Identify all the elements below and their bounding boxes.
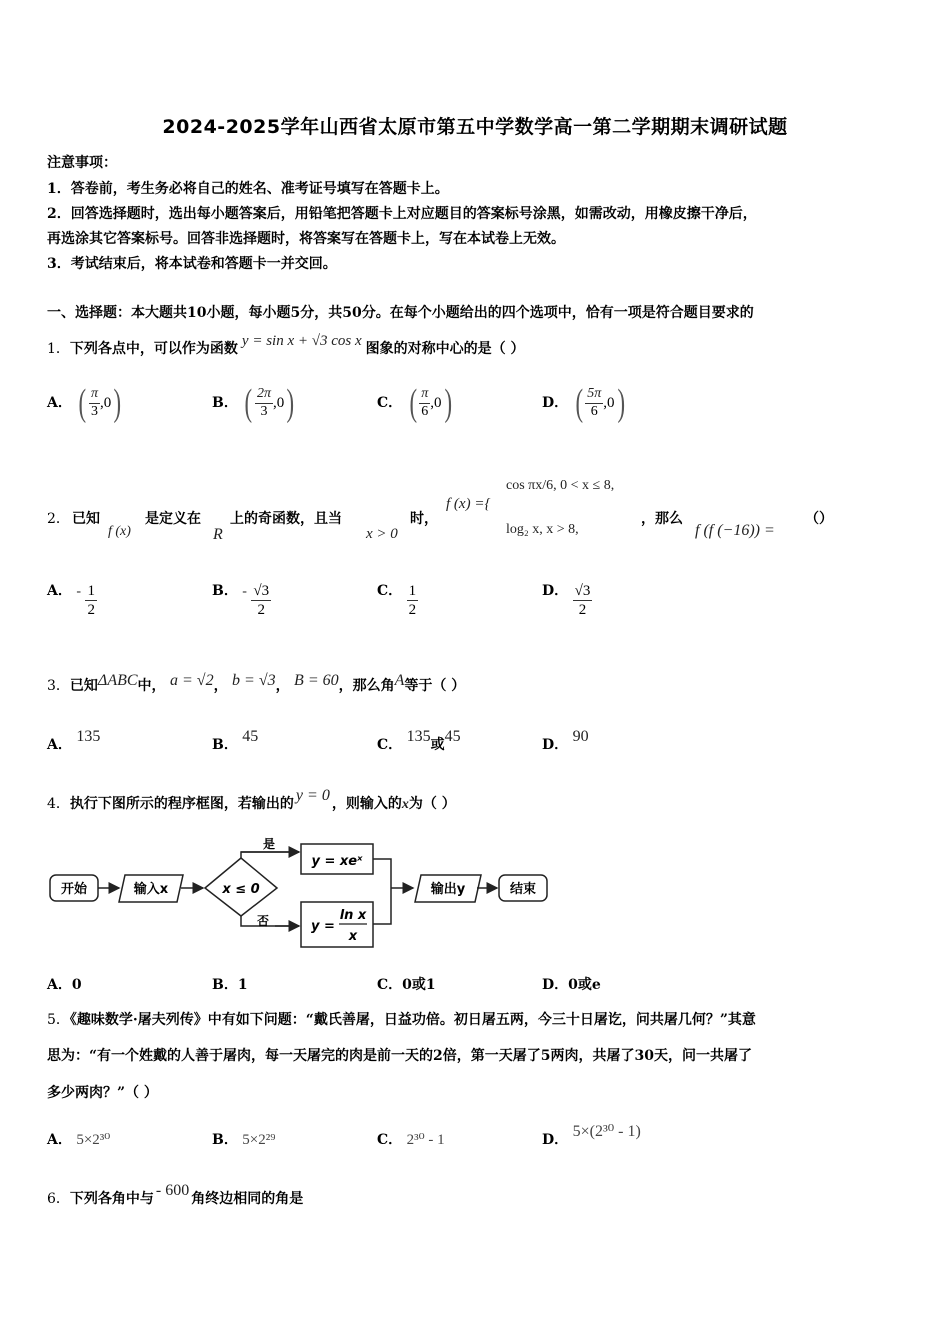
q2-option-d-den: 2: [578, 602, 587, 618]
q4-option-b[interactable]: [212, 974, 248, 994]
q1-text-pre: 下列各点中，可以作为函数: [69, 341, 238, 357]
q1-option-c-num: π: [419, 386, 430, 404]
q3-option-c-value: 135: [406, 728, 431, 745]
q1-option-b[interactable]: B． ( $\frac{2\pi}{3}$ ,0 ): [212, 382, 295, 424]
notice-heading: 注意事项：: [47, 155, 117, 171]
q2-piece-1: cos πx/6, 0 < x ≤ 8,: [506, 478, 615, 493]
q4-option-d-value: 0或e: [568, 977, 601, 993]
q3-option-c[interactable]: [377, 728, 461, 754]
q1-option-b-label: B．: [212, 395, 238, 411]
q4-option-c-value: 0或1: [402, 977, 436, 993]
q5-option-d-label: D．: [542, 1132, 569, 1148]
q3-text-4: 等于（ ）: [404, 678, 466, 694]
q3-option-c-or: 或: [430, 737, 445, 753]
q6-angle: - 600: [155, 1182, 190, 1199]
q5-option-b-value: 5×2²⁹: [242, 1132, 276, 1148]
flow-no-label: 否: [257, 914, 270, 928]
q5-option-c[interactable]: [377, 1129, 445, 1149]
q4-text-3: 为（ ）: [408, 796, 456, 812]
q2-option-a-num: 1: [87, 583, 95, 599]
q2-number: 2．: [47, 511, 70, 527]
q2-option-a-den: 2: [87, 602, 95, 618]
q1-option-c-den: 6: [421, 403, 429, 419]
flow-start-label: 开始: [60, 882, 88, 897]
flowchart: [45, 836, 555, 951]
q4-text-1: 执行下图所示的程序框图，若输出的: [69, 796, 294, 812]
notice-item-2-cont: 再选涂其它答案标号。回答非选择题时，将答案写在答题卡上，写在本试卷上无效。: [47, 231, 565, 247]
q3-option-c-value-2: 45: [444, 728, 461, 745]
q5-option-c-value: 2³⁰ - 1: [406, 1132, 445, 1148]
q4-option-d[interactable]: [542, 974, 601, 994]
q3-angle-B: B = 60: [294, 672, 339, 689]
q2-option-d-label: D．: [542, 582, 569, 599]
q5-option-d-value: 5×(2³⁰ - 1): [572, 1123, 641, 1140]
q4-output-value: y = 0: [295, 787, 330, 804]
q3-text-1: 已知: [69, 678, 98, 694]
q2-text-3: 上的奇函数，且当: [230, 511, 342, 527]
q3-option-b-value: 45: [242, 728, 259, 745]
q2-option-b-num: √3: [253, 583, 270, 599]
notice-item-1: 1．答卷前，考生务必将自己的姓名、准考证号填写在答题卡上。: [47, 181, 449, 197]
q2-piece-2: log₂ x, x > 8,: [506, 522, 579, 537]
q2-expression: f (f (−16)) =: [695, 522, 775, 539]
notice-item-2: 2．回答选择题时，选出每小题答案后，用铅笔把答题卡上对应题目的答案标号涂黑，如需改动，用橡皮擦干净后，: [47, 206, 757, 222]
q2-piecewise-lhs: f (x) ={: [446, 496, 491, 512]
q1-option-b-den: 3: [260, 403, 268, 419]
flow-formula-2-lhs: y =: [311, 919, 335, 934]
q2-option-a[interactable]: [47, 582, 97, 619]
question-5-line-1: [47, 1009, 756, 1029]
q2-text-4: 时，: [410, 511, 438, 527]
q5-number: 5．: [47, 1012, 70, 1028]
q3-side-a: a = √2: [169, 672, 214, 689]
q5-option-a-value: 5×2³⁰: [76, 1132, 111, 1148]
section-heading: 一、选择题：本大题共10小题，每小题5分，共50分。在每个小题给出的四个选项中，恰有一项是符合题目要求的: [47, 305, 754, 321]
q2-option-c-num: 1: [408, 583, 417, 599]
q2-option-c[interactable]: [377, 582, 418, 619]
q1-option-c-label: C．: [377, 395, 403, 411]
q2-option-b-label: B．: [212, 582, 238, 599]
q3-option-a[interactable]: [47, 728, 101, 754]
q2-option-d[interactable]: [542, 582, 592, 619]
q3-option-a-label: A．: [47, 737, 72, 753]
q4-number: 4．: [47, 796, 70, 812]
flow-formula-2-den: x: [348, 929, 358, 944]
q1-option-c[interactable]: C． ( $\frac{\pi}{6}$ ,0 ): [377, 382, 452, 424]
q3-side-b: b = √3: [232, 672, 276, 689]
q5-text-line-3: 多少两肉？”（ ）: [47, 1085, 158, 1101]
q4-option-c[interactable]: [377, 974, 436, 994]
q2-option-b[interactable]: [212, 582, 271, 619]
q4-option-a-label: A．: [47, 977, 72, 993]
q1-option-b-num: 2π: [255, 386, 273, 404]
q3-text-3: ，那么角: [338, 678, 395, 694]
q6-number: 6．: [47, 1191, 70, 1207]
q6-text-2: 角终边相同的角是: [191, 1191, 304, 1207]
q5-option-d[interactable]: [542, 1123, 641, 1149]
q3-text-2: 中，: [137, 678, 166, 694]
q4-option-a[interactable]: [47, 974, 82, 994]
q2-option-a-label: A．: [47, 582, 72, 599]
q1-option-a-label: A．: [47, 395, 72, 411]
flow-end-label: 结束: [509, 882, 537, 897]
q2-fx: f (x): [108, 524, 131, 539]
q5-option-c-label: C．: [377, 1132, 403, 1148]
q2-text-2: 是定义在: [145, 511, 201, 527]
q5-option-b[interactable]: [212, 1129, 275, 1149]
question-3: 3．已知ΔABC中， a = √2， b = √3， B = 60，那么角A等于（ ）: [47, 672, 466, 694]
q1-option-d-label: D．: [542, 395, 569, 411]
q3-option-d-label: D．: [542, 737, 569, 753]
q4-option-b-value: 1: [237, 977, 248, 993]
q3-option-b[interactable]: [212, 728, 259, 754]
q1-text-post: 图象的对称中心的是（ ）: [365, 341, 525, 357]
flow-output-label: 输出y: [430, 882, 466, 897]
q1-number: 1．: [47, 341, 70, 357]
q2-option-d-num: √3: [574, 583, 591, 599]
q4-option-c-label: C．: [377, 977, 403, 993]
q1-formula: y = sin x + √3 cos x: [241, 333, 362, 349]
q2-option-b-sign: -: [242, 583, 247, 599]
q2-text-5: ，那么: [641, 511, 683, 527]
q1-option-a[interactable]: A． ( $\frac{\pi}{3}$ ,0 ): [47, 382, 122, 424]
page-title: 2024-2025学年山西省太原市第五中学数学高一第二学期期末调研试题: [162, 116, 788, 138]
q3-option-d[interactable]: [542, 728, 589, 754]
flow-yes-label: 是: [263, 837, 276, 851]
q3-option-a-value: 135: [76, 728, 101, 745]
q3-option-c-label: C．: [377, 737, 403, 753]
flow-formula-2-num: ln x: [339, 908, 367, 923]
q5-option-b-label: B．: [212, 1132, 238, 1148]
q2-option-c-den: 2: [408, 602, 417, 618]
flow-formula-1: y = xeˣ: [311, 854, 363, 869]
flow-input-label: 输入x: [133, 882, 169, 897]
q3-triangle: ΔABC: [97, 672, 138, 689]
q2-option-b-den: 2: [257, 602, 266, 618]
q4-option-b-label: B．: [212, 977, 238, 993]
q5-option-a-label: A．: [47, 1132, 72, 1148]
q5-option-a[interactable]: [47, 1129, 110, 1149]
q4-text-2: ，则输入的: [331, 796, 402, 812]
q6-text-1: 下列各角中与: [69, 1191, 154, 1207]
q2-text-1: 已知: [72, 511, 100, 527]
flow-decision-label: x ≤ 0: [222, 882, 260, 897]
q1-option-d[interactable]: D． ( $\frac{5\pi}{6}$ ,0 ): [542, 382, 625, 424]
question-4: [47, 787, 456, 813]
q3-option-b-label: B．: [212, 737, 238, 753]
question-6: [47, 1182, 304, 1208]
q4-var-x: x: [401, 797, 409, 812]
q2-paren: （）: [805, 511, 833, 527]
q5-text-line-1: 《趣味数学·屠夫列传》中有如下问题：“戴氏善屠，日益功倍。初日屠五两，今三十日屠讫，问共屠几何？”其意: [69, 1012, 756, 1028]
q3-option-d-value: 90: [572, 728, 589, 745]
question-1: [47, 333, 525, 358]
q2-condition: x > 0: [366, 526, 398, 542]
q3-angle-A: A: [394, 672, 405, 689]
q3-number: 3．: [47, 678, 70, 694]
q1-option-a-num: π: [89, 386, 100, 404]
q1-option-a-den: 3: [90, 403, 98, 419]
q1-option-d-num: 5π: [585, 386, 603, 404]
q5-text-line-2: 思为：“有一个姓戴的人善于屠肉，每一天屠完的肉是前一天的2倍，第一天屠了5两肉，共屠了30天，问一共屠了: [47, 1048, 753, 1064]
q2-option-c-label: C．: [377, 582, 403, 599]
q4-option-a-value: 0: [71, 977, 82, 993]
q1-option-d-den: 6: [590, 403, 598, 419]
q2-option-a-sign: -: [76, 583, 81, 599]
notice-item-3: 3．考试结束后，将本试卷和答题卡一并交回。: [47, 256, 337, 272]
q4-option-d-label: D．: [542, 977, 569, 993]
q2-R: R: [213, 526, 223, 543]
